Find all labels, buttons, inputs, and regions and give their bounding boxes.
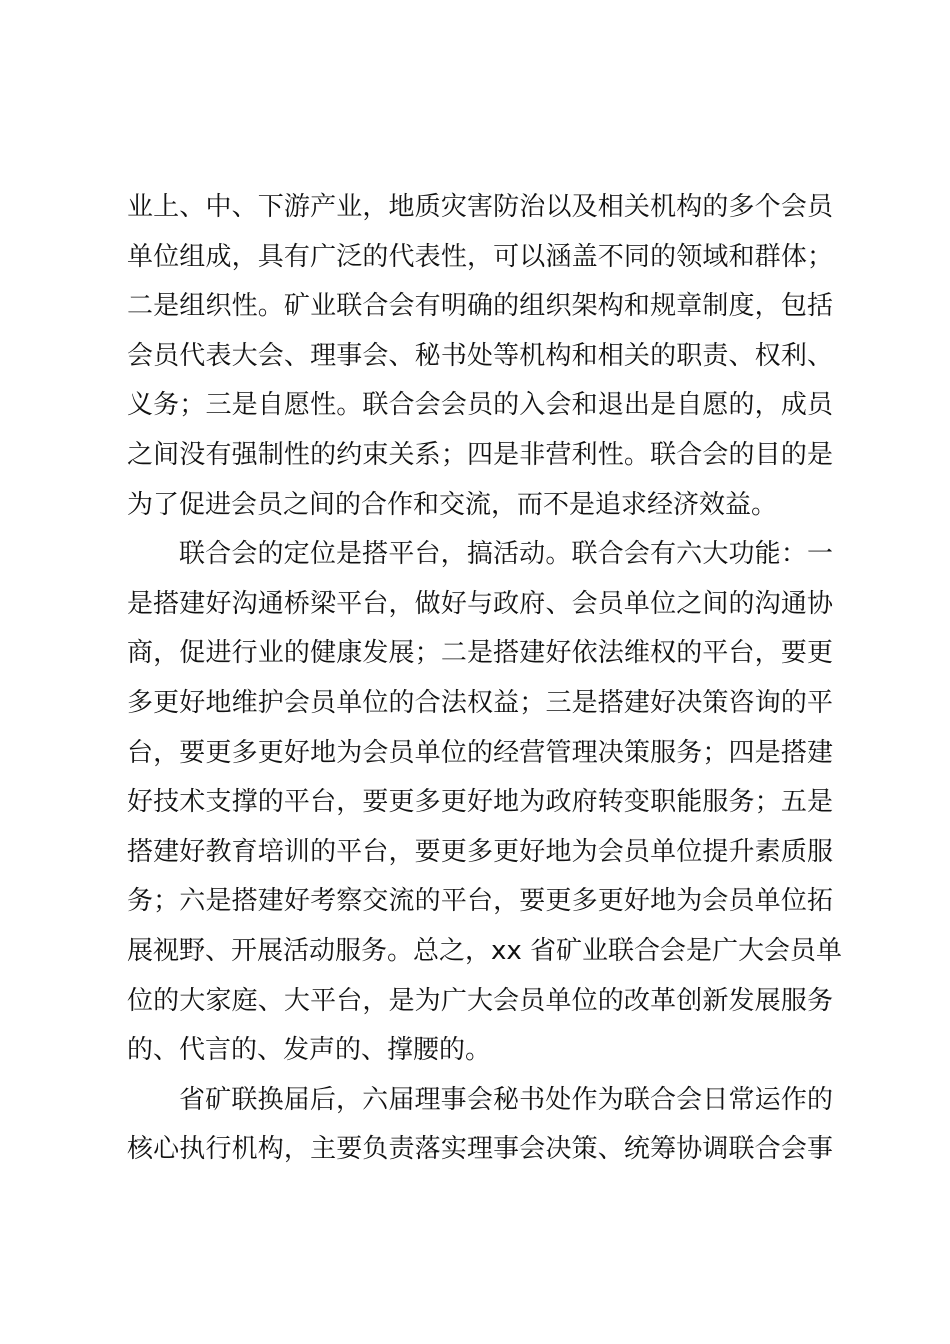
text-line: 单位组成，具有广泛的代表性，可以涵盖不同的领域和群体；	[127, 241, 833, 272]
text-line: 是搭建好沟通桥梁平台，做好与政府、会员单位之间的沟通协	[127, 588, 833, 619]
text-line: 商，促进行业的健康发展；二是搭建好依法维权的平台，要更	[127, 638, 833, 669]
text-line: 之间没有强制性的约束关系；四是非营利性。联合会的目的是	[127, 439, 833, 470]
text-line: 为了促进会员之间的合作和交流，而不是追求经济效益。	[127, 489, 778, 520]
text-line: 业上、中、下游产业，地质灾害防治以及相关机构的多个会员	[127, 192, 833, 222]
text-line: 多更好地维护会员单位的合法权益；三是搭建好决策咨询的平	[127, 687, 833, 718]
text-line: 二是组织性。矿业联合会有明确的组织架构和规章制度，包括	[127, 291, 833, 322]
text-line: 会员代表大会、理事会、秘书处等机构和相关的职责、权利、	[127, 340, 833, 371]
text-line: 的、代言的、发声的、撑腰的。	[127, 1035, 492, 1066]
text-line: 位的大家庭、大平台，是为广大会员单位的改革创新发展服务	[127, 985, 833, 1016]
text-line: 搭建好教育培训的平台，要更多更好地为会员单位提升素质服	[127, 836, 833, 867]
text-line: 务；六是搭建好考察交流的平台，要更多更好地为会员单位拓	[127, 886, 833, 917]
paragraph-1	[127, 183, 833, 530]
text-line: 台，要更多更好地为会员单位的经营管理决策服务；四是搭建	[127, 737, 833, 768]
text-line: 省矿联换届后，六届理事会秘书处作为联合会日常运作的	[179, 1084, 833, 1115]
paragraph-3	[127, 1076, 833, 1175]
paragraph-2	[127, 530, 843, 1076]
document-body	[127, 183, 843, 1175]
text-line: 展视野、开展活动服务。总之，xx 省矿业联合会是广大会员单	[127, 935, 843, 966]
text-line: 核心执行机构，主要负责落实理事会决策、统筹协调联合会事	[127, 1134, 833, 1165]
text-line: 好技术支撑的平台，要更多更好地为政府转变职能服务；五是	[127, 787, 833, 818]
text-line: 义务；三是自愿性。联合会会员的入会和退出是自愿的，成员	[127, 390, 833, 421]
text-line: 联合会的定位是搭平台，搞活动。联合会有六大功能：一	[179, 539, 833, 570]
